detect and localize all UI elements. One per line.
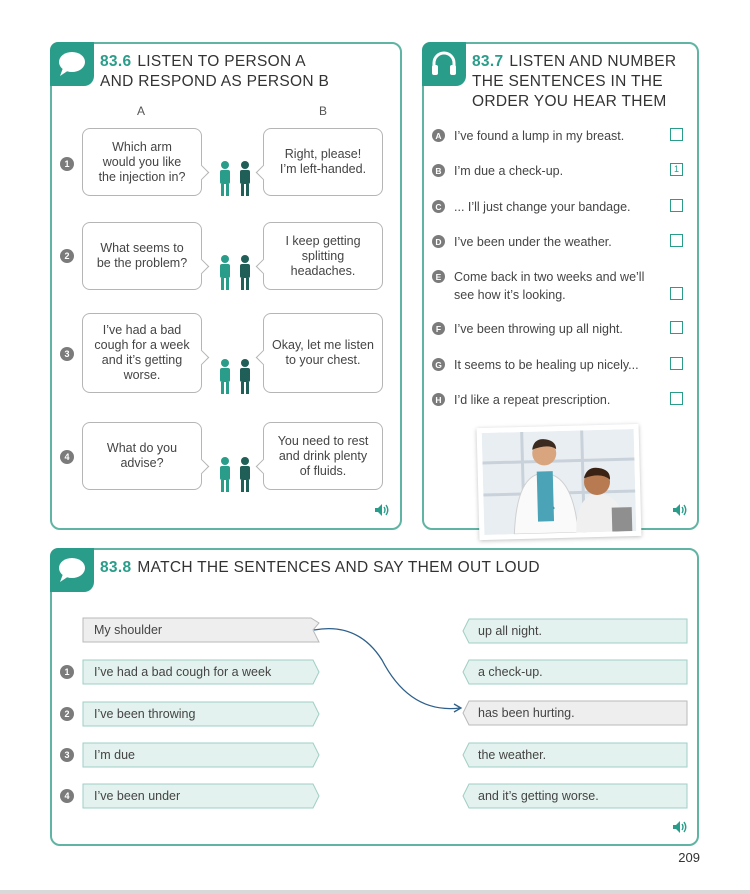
- answer-box[interactable]: [670, 234, 683, 247]
- row-number-1: 1: [60, 157, 74, 171]
- answer-box[interactable]: [670, 321, 683, 334]
- match-left-item[interactable]: My shoulder: [82, 617, 320, 643]
- speech-bubble-b: I keep getting splitting headaches.: [263, 222, 383, 290]
- speech-bubble-b: Okay, let me listen to your chest.: [263, 313, 383, 393]
- item-letter: F: [432, 322, 445, 335]
- exercise-83-8-title: 83.8 MATCH THE SENTENCES AND SAY THEM OUT LOUD: [100, 559, 540, 576]
- list-item: G It seems to be healing up nicely...: [432, 356, 687, 376]
- speech-bubble-b: You need to rest and drink plenty of fluids.: [263, 422, 383, 490]
- row-number-2: 2: [60, 707, 74, 721]
- doctor-patient-photo: [477, 424, 642, 540]
- doctor-patient-icon: [215, 160, 255, 198]
- match-right-item[interactable]: the weather.: [462, 742, 688, 768]
- speech-bubble-b: Right, please! I’m left-handed.: [263, 128, 383, 196]
- row-number-3: 3: [60, 347, 74, 361]
- column-b-heading: B: [319, 104, 328, 118]
- item-letter: E: [432, 270, 445, 283]
- item-letter: A: [432, 129, 445, 142]
- speech-bubble-a: Which arm would you like the injection in?: [82, 128, 202, 196]
- speaker-icon[interactable]: [672, 503, 688, 517]
- exercise-83-6-title: 83.6 LISTEN TO PERSON A AND RESPOND AS PERSON B: [100, 53, 330, 90]
- match-left-item[interactable]: I’ve been throwing: [82, 701, 320, 727]
- speaker-icon[interactable]: [672, 820, 688, 834]
- list-item: B I’m due a check-up. 1: [432, 162, 687, 182]
- match-left-item[interactable]: I’ve been under: [82, 783, 320, 809]
- column-a-heading: A: [137, 104, 146, 118]
- answer-box[interactable]: 1: [670, 163, 683, 176]
- row-number-2: 2: [60, 249, 74, 263]
- item-letter: B: [432, 164, 445, 177]
- match-right-item[interactable]: and it’s getting worse.: [462, 783, 688, 809]
- item-letter: D: [432, 235, 445, 248]
- speech-bubble-icon: [50, 548, 94, 592]
- list-item: F I’ve been throwing up all night.: [432, 320, 687, 340]
- speaker-icon[interactable]: [374, 503, 390, 517]
- answer-box[interactable]: [670, 287, 683, 300]
- speech-bubble-icon: [50, 42, 94, 86]
- page-number: 209: [678, 850, 700, 865]
- row-number-1: 1: [60, 665, 74, 679]
- list-item: C ... I’ll just change your bandage.: [432, 198, 687, 218]
- exercise-83-7-title: 83.7 LISTEN AND NUMBER THE SENTENCES IN THE ORDER YOU HEAR THEM: [472, 53, 677, 110]
- item-letter: H: [432, 393, 445, 406]
- speech-bubble-a: What seems to be the problem?: [82, 222, 202, 290]
- list-item: E Come back in two weeks and we’ll see how it’s looking.: [432, 268, 687, 306]
- doctor-patient-icon: [215, 358, 255, 396]
- match-right-item[interactable]: a check-up.: [462, 659, 688, 685]
- list-item: H I’d like a repeat prescription.: [432, 391, 687, 411]
- item-letter: C: [432, 200, 445, 213]
- match-right-item[interactable]: up all night.: [462, 618, 688, 644]
- item-letter: G: [432, 358, 445, 371]
- match-left-item[interactable]: I’m due: [82, 742, 320, 768]
- answer-box[interactable]: [670, 199, 683, 212]
- row-number-4: 4: [60, 450, 74, 464]
- speech-bubble-a: What do you advise?: [82, 422, 202, 490]
- answer-box[interactable]: [670, 357, 683, 370]
- answer-box[interactable]: [670, 128, 683, 141]
- headphones-icon: [422, 42, 466, 86]
- answer-box[interactable]: [670, 392, 683, 405]
- match-right-item[interactable]: has been hurting.: [462, 700, 688, 726]
- list-item: D I’ve been under the weather.: [432, 233, 687, 253]
- match-connector-arrow: [310, 622, 470, 718]
- match-left-item[interactable]: I’ve had a bad cough for a week: [82, 659, 320, 685]
- list-item: A I’ve found a lump in my breast.: [432, 127, 687, 147]
- row-number-3: 3: [60, 748, 74, 762]
- doctor-patient-icon: [215, 254, 255, 292]
- page-divider: [0, 890, 750, 894]
- row-number-4: 4: [60, 789, 74, 803]
- doctor-patient-icon: [215, 456, 255, 494]
- speech-bubble-a: I’ve had a bad cough for a week and it’s getting worse.: [82, 313, 202, 393]
